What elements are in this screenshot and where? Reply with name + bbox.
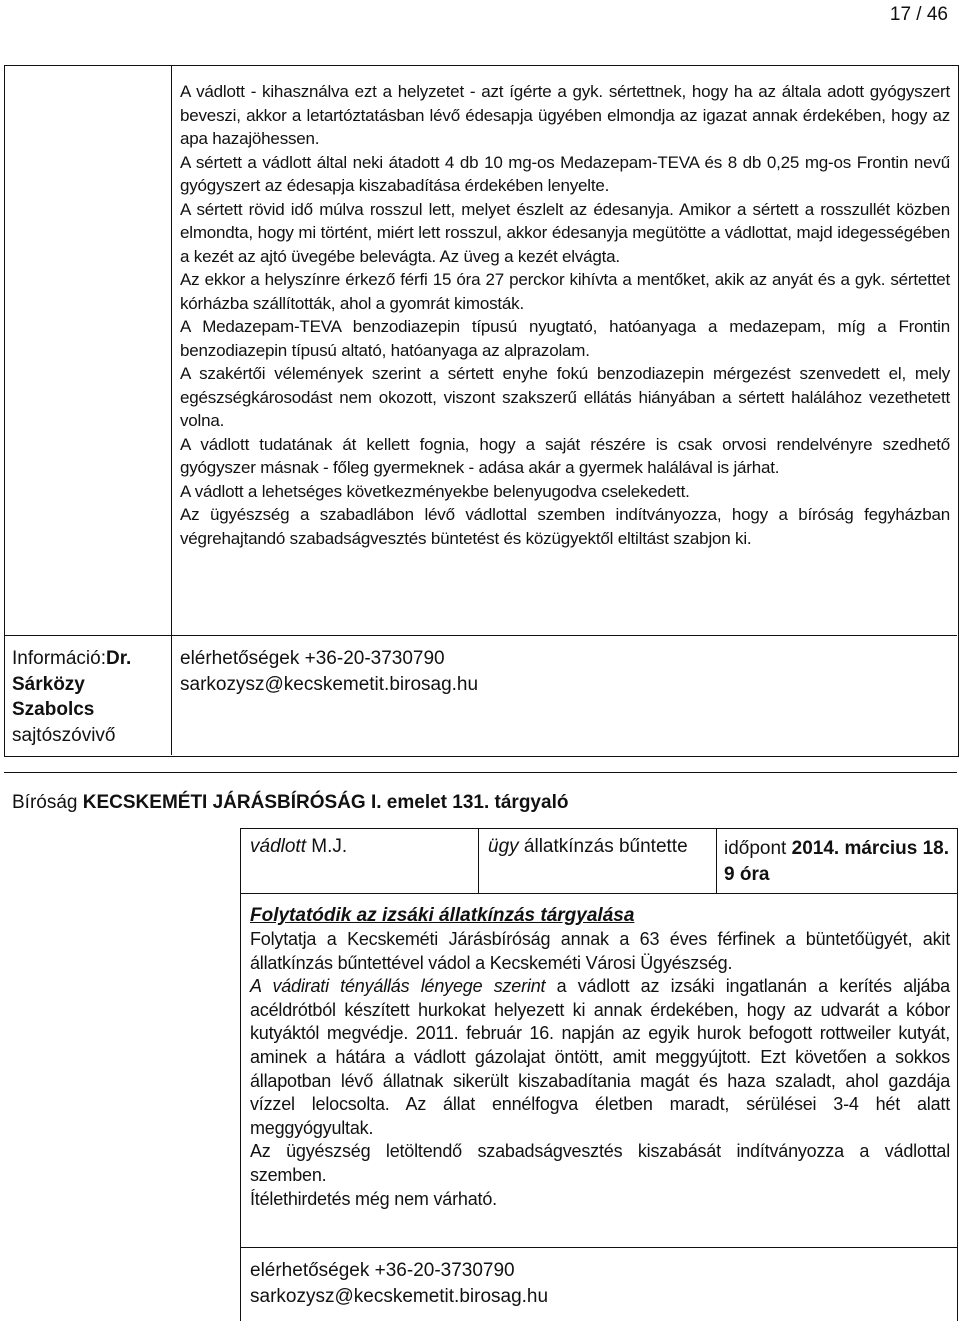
table-divider — [4, 635, 957, 636]
spokesperson-role: sajtószóvivő — [12, 724, 116, 746]
contact-phone: elérhetőségek +36-20-3730790 — [180, 648, 445, 669]
case-body — [250, 904, 950, 1211]
contact-phone: elérhetőségek +36-20-3730790 — [250, 1260, 515, 1281]
table-divider — [240, 828, 957, 829]
facts-label: A vádirati tényállás lényege szerint — [250, 976, 546, 997]
case-value: állatkínzás bűntette — [523, 836, 688, 857]
contact-email[interactable]: sarkozysz@kecskemetit.birosag.hu — [180, 673, 479, 695]
table-divider — [171, 65, 172, 755]
time-label: időpont — [724, 838, 787, 859]
paragraph: A szakértői vélemények szerint a sértett enyhe fokú benzodiazepin mérgezést szenvedett el, mely egészségkárosodást nem okozott, viszont szakszerű ellátás hiányában a sértett halálához vezethetett volna. — [180, 364, 950, 430]
defendant-value: M.J. — [311, 836, 348, 857]
press-contact-label — [12, 646, 162, 748]
contact-block — [180, 646, 580, 697]
paragraph: A vádlott - kihasználva ezt a helyzetet - azt ígérte a gyk. sértettnek, hogy ha az általa adott gyógyszert beveszi, akkor a letartóztatásban lévő édesapja ügyében elmondja az igazat annak érdekében, hogy az apa hazajöhessen. — [180, 82, 950, 148]
info-label: Információ: — [12, 648, 106, 669]
verdict-note: Ítélethirdetés még nem várható. — [250, 1188, 497, 1209]
case-description — [180, 80, 950, 550]
section-divider — [4, 772, 957, 773]
table-divider — [240, 893, 957, 894]
case-label: ügy — [488, 836, 519, 857]
page-number: 17 / 46 — [889, 4, 948, 25]
court-value: KECSKEMÉTI JÁRÁSBÍRÓSÁG I. emelet 131. tárgyaló — [82, 792, 569, 813]
prosecution-motion: Az ügyészség letöltendő szabadságvesztés kiszabását indítványozza a vádlottal szemben. — [250, 1141, 950, 1185]
case-title: Folytatódik az izsáki állatkínzás tárgyalása — [250, 905, 635, 926]
paragraph: A sértett a vádlott által neki átadott 4 db 10 mg-os Medazepam-TEVA és 8 db 0,25 mg-os Frontin nevű gyógyszert az édesapja kiszabadítása érdekében lenyelte. — [180, 152, 950, 195]
court-label: Bíróság — [12, 792, 78, 813]
time-value: 2014. március 18. 9 óra — [724, 838, 950, 885]
name-prefix: Dr. — [105, 648, 132, 669]
hearing-time-cell — [724, 836, 956, 887]
case-intro: Folytatja a Kecskeméti Járásbíróság annak a 63 éves férfinek a büntetőügyét, akit állatkínzás bűntettével vádol a Kecskeméti Városi Ügyészség. — [250, 929, 950, 973]
case-facts — [250, 975, 950, 1140]
facts-text: a vádlott az izsáki ingatlanán a kerítés aljába acéldrótból készített hurkokat helyezett ki annak érdekében, hogy az udvarát a kóbor kutyáktól megvédje. 2011. február 16. napján az egyik hurok befogott rottweiler kutyát, aminek a hátára a vádlott gázolajat öntött, amit meggyújtott. Ezt követően a sokkos állapotban lévő állatnak sikerült kiszabadítania magát és haza szaladt, ahol gazdája vízzel lelocsolta. Az állat ennélfogva életben maradt, sérülései 3-4 hét alatt meggyógyultak. — [250, 976, 950, 1138]
table-divider — [716, 828, 717, 893]
paragraph: A Medazepam-TEVA benzodiazepin típusú nyugtató, hatóanyaga a medazepam, míg a Frontin benzodiazepin típusú altató, hatóanyaga az alprazolam. — [180, 317, 950, 360]
paragraph: Az ügyészség a szabadlábon lévő vádlottal szemben indítványozza, hogy a bíróság fegyházban végrehajtandó szabadságvesztés büntetést és közügyektől eltiltást szabjon ki. — [180, 505, 950, 548]
table-divider — [478, 828, 479, 893]
table-divider — [240, 1247, 957, 1248]
contact-email[interactable]: sarkozysz@kecskemetit.birosag.hu — [250, 1285, 549, 1307]
spokesperson-name: Sárközy Szabolcs — [12, 673, 95, 720]
case-type-cell — [488, 836, 688, 858]
table-divider — [240, 828, 241, 1321]
paragraph: A sértett rövid idő múlva rosszul lett, melyet észlelt az édesanyja. Amikor a sértett a rosszullét közben elmondta, hogy mi történt, miért lett rosszul, akkor édesanyja megütötte a vádlottat, majd idegességében a kezét az ajtó üvegébe belevágta. Az üveg a kezét elvágta. — [180, 199, 950, 266]
defendant-cell — [250, 836, 347, 858]
contact-block — [250, 1258, 750, 1309]
paragraph: A vádlott tudatának át kellett fognia, hogy a saját részére is csak orvosi rendelvényre szedhető gyógyszer másnak - főleg gyermeknek - adása akár a gyermek halálával is járhat. — [180, 434, 950, 477]
court-line — [12, 792, 568, 814]
table-divider — [957, 828, 958, 1321]
paragraph: A vádlott a lehetséges következményekbe belenyugodva cselekedett. — [180, 481, 690, 501]
paragraph: Az ekkor a helyszínre érkező férfi 15 óra 27 perckor kihívta a mentőket, akik az anyát és a gyk. sértettet kórházba szállították, ahol a gyomrát kimosták. — [180, 270, 950, 313]
defendant-label: vádlott — [250, 836, 306, 857]
